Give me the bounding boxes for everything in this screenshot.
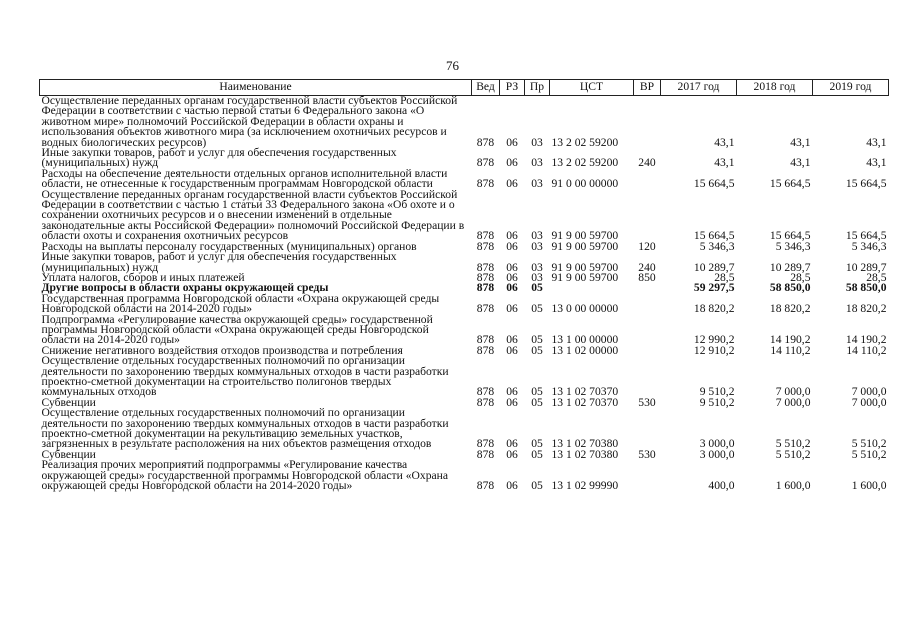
cell-pr: 05 — [531, 479, 543, 493]
cell-name: Иные закупки товаров, работ и услуг для обеспечения государственных (муниципальных) нужд — [41, 250, 397, 274]
cell-ved: 878 — [476, 177, 495, 191]
cell-value-2018: 43,1 — [790, 135, 811, 149]
cell-ved: 878 — [476, 156, 495, 170]
table-row — [40, 148, 889, 169]
cell-value-2018: 7 000,0 — [775, 395, 811, 409]
cell-name: Уплата налогов, сборов и иных платежей — [41, 270, 245, 284]
cell-cst: 13 1 02 00000 — [551, 343, 619, 357]
header-name: Наименование — [40, 80, 472, 96]
table-body — [40, 96, 889, 492]
cell-ved: 878 — [476, 343, 495, 357]
cell-ved: 878 — [476, 385, 495, 399]
cell-value-2017: 3 000,0 — [699, 447, 735, 461]
header-2017: 2017 год — [661, 80, 737, 96]
cell-rz: 06 — [506, 270, 518, 284]
cell-value-2018: 18 820,2 — [769, 302, 811, 316]
cell-name: Осуществление отдельных государственных полномочий по организации деятельности по захоронению твердых коммунальных отходов в части разработки проектно-сметной документации на строительство полигонов твердых коммунальных отходов — [41, 354, 449, 399]
cell-value-2017: 15 664,5 — [693, 177, 735, 191]
cell-ved: 878 — [476, 260, 495, 274]
cell-cst: 13 1 00 00000 — [551, 333, 619, 347]
cell-ved: 878 — [476, 239, 495, 253]
cell-pr: 03 — [531, 260, 543, 274]
cell-value-2017: 15 664,5 — [693, 229, 735, 243]
header-rz: РЗ — [500, 80, 525, 96]
cell-value-2017: 18 820,2 — [693, 302, 735, 316]
page-number: 76 — [446, 58, 459, 73]
cell-name: Расходы на обеспечение деятельности отдельных органов исполнительной власти области, не отнесенные к государственным программам Новгородской области — [41, 166, 448, 191]
cell-vr: 240 — [638, 260, 656, 274]
cell-name: Осуществление переданных органам государственной власти субъектов Российской Федерации в соответствии с частью первой статьи 6 Федерального закона «О животном мире» полномочий Российской Федерации в области охраны и использования объектов животного мира (за исключением охотничьих ресурсов и водных биологических ресурсов) — [41, 94, 458, 149]
cell-ved: 878 — [476, 302, 495, 316]
cell-pr: 03 — [531, 177, 543, 191]
cell-rz: 06 — [506, 156, 518, 170]
cell-value-2017: 12 910,2 — [693, 343, 735, 357]
cell-ved: 878 — [476, 333, 495, 347]
header-2019: 2019 год — [813, 80, 889, 96]
cell-vr — [634, 356, 661, 398]
cell-value-2017: 9 510,2 — [699, 385, 735, 399]
cell-name: Расходы на выплаты персоналу государственных (муниципальных) органов — [41, 239, 417, 253]
header-cst: ЦСТ — [550, 80, 634, 96]
cell-pr: 03 — [531, 270, 543, 284]
cell-value-2018: 58 850,0 — [769, 281, 811, 295]
cell-rz: 06 — [506, 479, 518, 493]
cell-ved: 878 — [476, 437, 495, 451]
cell-value-2017: 10 289,7 — [693, 260, 735, 274]
cell-pr: 03 — [531, 156, 543, 170]
cell-value-2017: 400,0 — [708, 479, 735, 493]
cell-value-2019: 7 000,0 — [851, 385, 887, 399]
cell-value-2019: 5 510,2 — [851, 447, 887, 461]
table-row — [40, 408, 889, 450]
cell-vr — [634, 96, 661, 149]
cell-value-2017: 3 000,0 — [699, 437, 735, 451]
cell-name: Подпрограмма «Регулирование качества окружающей среды» государственной программы Новгородской области «Охрана окружающей среды Новгородской области на 2014-2020 годы» — [41, 312, 433, 347]
cell-pr: 05 — [531, 385, 543, 399]
header-2018: 2018 год — [737, 80, 813, 96]
cell-cst: 13 1 02 99990 — [551, 479, 619, 493]
table-row — [40, 356, 889, 398]
cell-value-2018: 14 190,2 — [769, 333, 811, 347]
cell-pr: 05 — [531, 343, 543, 357]
table-row — [40, 252, 889, 273]
cell-value-2019: 15 664,5 — [845, 177, 887, 191]
cell-vr — [634, 315, 661, 346]
cell-vr — [634, 190, 661, 242]
cell-pr: 03 — [531, 239, 543, 253]
cell-pr: 05 — [531, 395, 543, 409]
cell-value-2017: 43,1 — [714, 135, 735, 149]
cell-value-2018: 5 510,2 — [775, 437, 811, 451]
header-pr: Пр — [525, 80, 550, 96]
cell-value-2019: 5 346,3 — [851, 239, 887, 253]
cell-value-2018: 14 110,2 — [770, 343, 811, 357]
cell-value-2019: 43,1 — [866, 135, 887, 149]
cell-pr: 05 — [531, 302, 543, 316]
cell-vr — [634, 460, 661, 491]
cell-value-2019: 43,1 — [866, 156, 887, 170]
cell-ved: 878 — [476, 395, 495, 409]
cell-rz: 06 — [506, 395, 518, 409]
cell-rz: 06 — [506, 260, 518, 274]
budget-table — [39, 79, 889, 491]
cell-ved: 878 — [476, 447, 495, 461]
cell-value-2017: 12 990,2 — [693, 333, 735, 347]
cell-name: Другие вопросы в области охраны окружающей среды — [41, 281, 329, 295]
cell-name: Государственная программа Новгородской области «Охрана окружающей среды Новгородской области на 2014-2020 годы» — [41, 291, 440, 316]
cell-value-2019: 18 820,2 — [845, 302, 887, 316]
table-row — [40, 169, 889, 190]
cell-value-2017: 9 510,2 — [699, 395, 735, 409]
cell-pr: 03 — [531, 229, 543, 243]
cell-value-2019: 10 289,7 — [845, 260, 887, 274]
cell-ved: 878 — [476, 270, 495, 284]
cell-value-2017: 59 297,5 — [693, 281, 735, 295]
cell-value-2019: 15 664,5 — [845, 229, 887, 243]
cell-vr — [634, 283, 661, 293]
cell-cst: 91 9 00 59700 — [551, 260, 619, 274]
cell-value-2019: 14 110,2 — [846, 343, 887, 357]
cell-name: Осуществление переданных органам государственной власти субъектов Российской Федерации в соответствии с частью 1 статьи 33 Федерального закона «Об охоте и о сохранении охотничьих ресурсов и о внесении изменений в отдельные законодательные акты Российской Федерации» полномочий Российской Федерации в области охоты и сохранения охотничьих ресурсов — [41, 187, 465, 243]
cell-ved: 878 — [476, 281, 495, 295]
table-row — [40, 96, 889, 149]
table-row — [40, 315, 889, 346]
cell-vr: 530 — [638, 395, 656, 409]
cell-cst: 13 1 02 70370 — [551, 395, 619, 409]
cell-value-2018: 1 600,0 — [775, 479, 811, 493]
cell-rz: 06 — [506, 343, 518, 357]
cell-value-2018: 5 346,3 — [775, 239, 811, 253]
cell-name: Иные закупки товаров, работ и услуг для обеспечения государственных (муниципальных) нужд — [41, 146, 397, 170]
cell-rz: 06 — [506, 302, 518, 316]
cell-name: Субвенции — [41, 395, 96, 409]
cell-rz: 06 — [506, 385, 518, 399]
cell-rz: 06 — [506, 177, 518, 191]
cell-cst: 13 2 02 59200 — [551, 156, 619, 170]
cell-value-2018: 7 000,0 — [775, 385, 811, 399]
cell-cst: 13 1 02 70380 — [551, 447, 619, 461]
table-row — [40, 190, 889, 242]
cell-value-2018: 43,1 — [790, 156, 811, 170]
cell-cst: 91 9 00 59700 — [551, 229, 619, 243]
cell-value-2018: 15 664,5 — [769, 177, 811, 191]
cell-name: Реализация прочих мероприятий подпрограммы «Регулирование качества окружающей среды» государственной программы Новгородской области «Охрана окружающей среды Новгородской области на 2014-2020 годы» — [41, 458, 448, 493]
cell-rz: 06 — [506, 437, 518, 451]
cell-rz: 06 — [506, 135, 518, 149]
table-row — [40, 294, 889, 315]
cell-value-2017: 28,5 — [714, 270, 735, 284]
cell-value-2018: 5 510,2 — [775, 447, 811, 461]
cell-value-2019: 1 600,0 — [851, 479, 887, 493]
table-row — [40, 460, 889, 491]
cell-vr — [634, 346, 661, 356]
cell-value-2017: 5 346,3 — [699, 239, 735, 253]
cell-vr — [634, 169, 661, 190]
cell-value-2019: 7 000,0 — [851, 395, 887, 409]
cell-vr: 120 — [638, 239, 656, 253]
cell-vr — [634, 294, 661, 315]
cell-pr: 05 — [531, 437, 543, 451]
cell-rz: 06 — [506, 333, 518, 347]
cell-vr: 850 — [638, 270, 656, 284]
cell-value-2018: 15 664,5 — [769, 229, 811, 243]
cell-name: Субвенции — [41, 447, 96, 461]
cell-ved: 878 — [476, 229, 495, 243]
header-vr: ВР — [634, 80, 661, 96]
cell-cst: 91 9 00 59700 — [551, 270, 619, 284]
cell-value-2017: 43,1 — [714, 156, 735, 170]
cell-rz: 06 — [506, 281, 518, 295]
cell-value-2019: 58 850,0 — [845, 281, 887, 295]
cell-vr: 240 — [638, 156, 656, 170]
cell-name: Снижение негативного воздействия отходов производства и потребления — [41, 343, 403, 357]
cell-pr: 05 — [531, 333, 543, 347]
cell-cst: 91 9 00 59700 — [551, 239, 619, 253]
cell-value-2019: 14 190,2 — [845, 333, 887, 347]
cell-value-2019: 5 510,2 — [851, 437, 887, 451]
cell-name: Осуществление отдельных государственных полномочий по организации деятельности по захоронению твердых коммунальных отходов в части разработки проектно-сметной документации на рекультивацию земельных участков, загрязненных в результате расположения на них объектов размещения отходов — [41, 406, 449, 451]
cell-value-2018: 28,5 — [790, 270, 811, 284]
cell-vr — [634, 408, 661, 450]
cell-vr: 530 — [638, 447, 656, 461]
header-ved: Вед — [472, 80, 500, 96]
cell-ved: 878 — [476, 479, 495, 493]
cell-cst: 13 2 02 59200 — [551, 135, 619, 149]
cell-cst: 13 1 02 70370 — [551, 385, 619, 399]
cell-rz: 06 — [506, 447, 518, 461]
cell-rz: 06 — [506, 239, 518, 253]
cell-cst: 13 1 02 70380 — [551, 437, 619, 451]
cell-cst — [550, 283, 634, 293]
cell-cst: 91 0 00 00000 — [551, 177, 619, 191]
cell-value-2019: 28,5 — [866, 270, 887, 284]
cell-pr: 05 — [531, 281, 543, 295]
cell-rz: 06 — [506, 229, 518, 243]
cell-value-2018: 10 289,7 — [769, 260, 811, 274]
cell-cst: 13 0 00 00000 — [551, 302, 619, 316]
cell-ved: 878 — [476, 135, 495, 149]
cell-pr: 03 — [531, 135, 543, 149]
cell-pr: 05 — [531, 447, 543, 461]
